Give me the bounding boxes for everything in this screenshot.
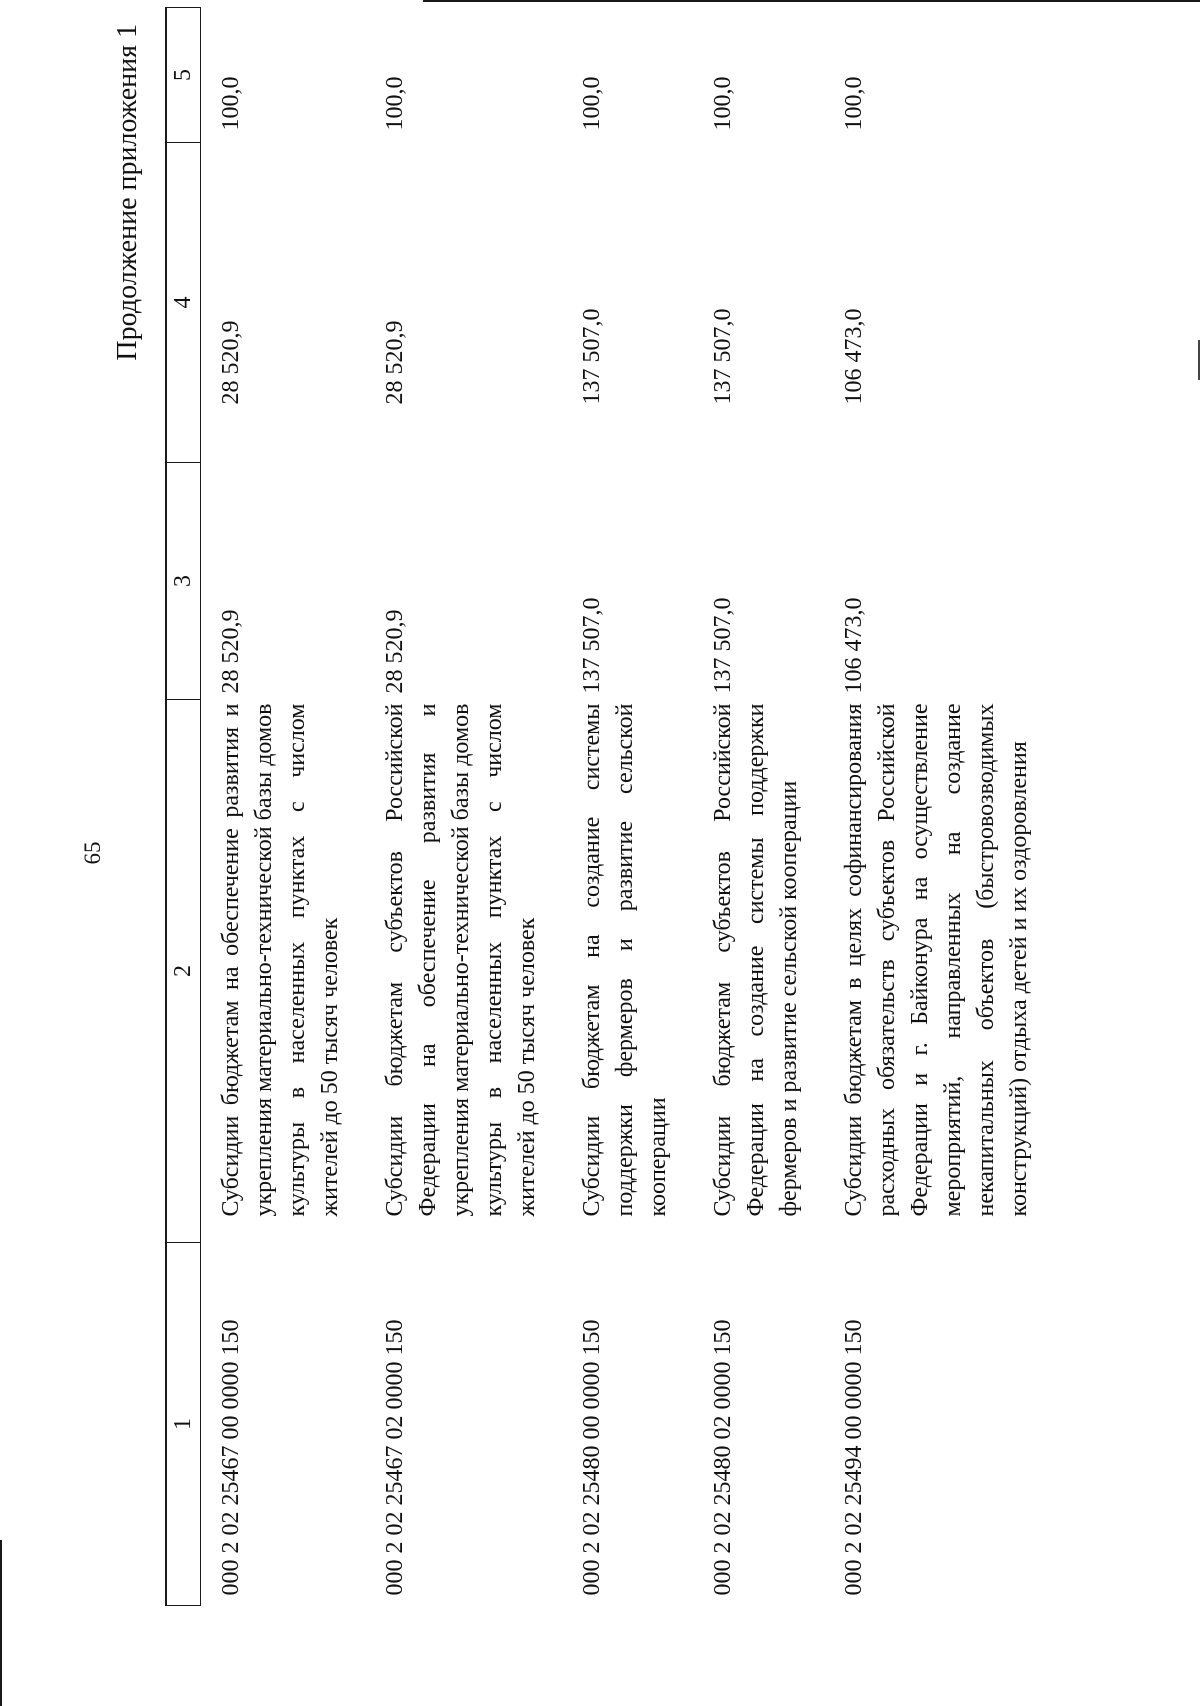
column-header-4: 4 [166, 143, 201, 463]
budget-code: 000 2 02 25494 00 0000 150 [841, 1319, 867, 1596]
row-description: Субсидии бюджетам на создание системы поддержки фермеров и развитие сельской кооперации [579, 703, 671, 1217]
budget-code: 000 2 02 25480 00 0000 150 [579, 1319, 605, 1596]
table-row [693, 8, 824, 1606]
table-row [365, 8, 562, 1606]
value-col3: 137 507,0 [579, 597, 605, 694]
value-col3: 106 473,0 [841, 597, 867, 694]
value-col3: 28 520,9 [382, 609, 408, 694]
value-col3: 28 520,9 [218, 609, 244, 694]
value-col5: 100,0 [841, 76, 867, 131]
value-col3: 137 507,0 [710, 597, 736, 694]
column-header-2: 2 [166, 700, 201, 1243]
value-col5: 100,0 [382, 76, 408, 131]
row-description: Субсидии бюджетам в целях софинансирования расходных обязательств субъектов Российской Федерации и г. Байконура на осуществление мероприятий, направленных на создание некапитальных объектов (быстровозводимых конструкций) отдыха детей и их оздоровления [841, 703, 1032, 1217]
column-header-3: 3 [166, 463, 201, 700]
table-row [824, 8, 1054, 1606]
budget-code: 000 2 02 25467 00 0000 150 [218, 1319, 244, 1596]
table-body [201, 8, 1055, 1606]
budget-code: 000 2 02 25467 02 0000 150 [382, 1319, 408, 1596]
budget-code: 000 2 02 25480 02 0000 150 [710, 1319, 736, 1596]
table-row [562, 8, 693, 1606]
page-number: 65 [80, 841, 105, 865]
value-col5: 100,0 [218, 76, 244, 131]
value-col5: 100,0 [579, 76, 605, 131]
row-description: Субсидии бюджетам субъектов Российской Федерации на создание системы поддержки фермеров и развитие сельской кооперации [710, 703, 802, 1217]
value-col4: 28 520,9 [218, 320, 244, 405]
value-col5: 100,0 [710, 76, 736, 131]
column-header-1: 1 [166, 1243, 201, 1606]
column-header-5: 5 [166, 8, 201, 143]
row-description: Субсидии бюджетам субъектов Российской Федерации на обеспечение развития и укрепления материально-технической базы домов культуры в населенных пунктах с числом жителей до 50 тысяч человек [382, 703, 540, 1217]
continuation-label: Продолжение приложения 1 [112, 24, 143, 361]
table-row [201, 8, 366, 1606]
value-col4: 137 507,0 [579, 308, 605, 405]
value-col4: 28 520,9 [382, 320, 408, 405]
row-description: Субсидии бюджетам на обеспечение развития и укрепления материально-технической базы домов культуры в населенных пунктах с числом жителей до 50 тысяч человек [218, 703, 343, 1217]
value-col4: 137 507,0 [710, 308, 736, 405]
table-header [166, 8, 201, 1606]
value-col4: 106 473,0 [841, 308, 867, 405]
appendix-table [165, 7, 1054, 1606]
